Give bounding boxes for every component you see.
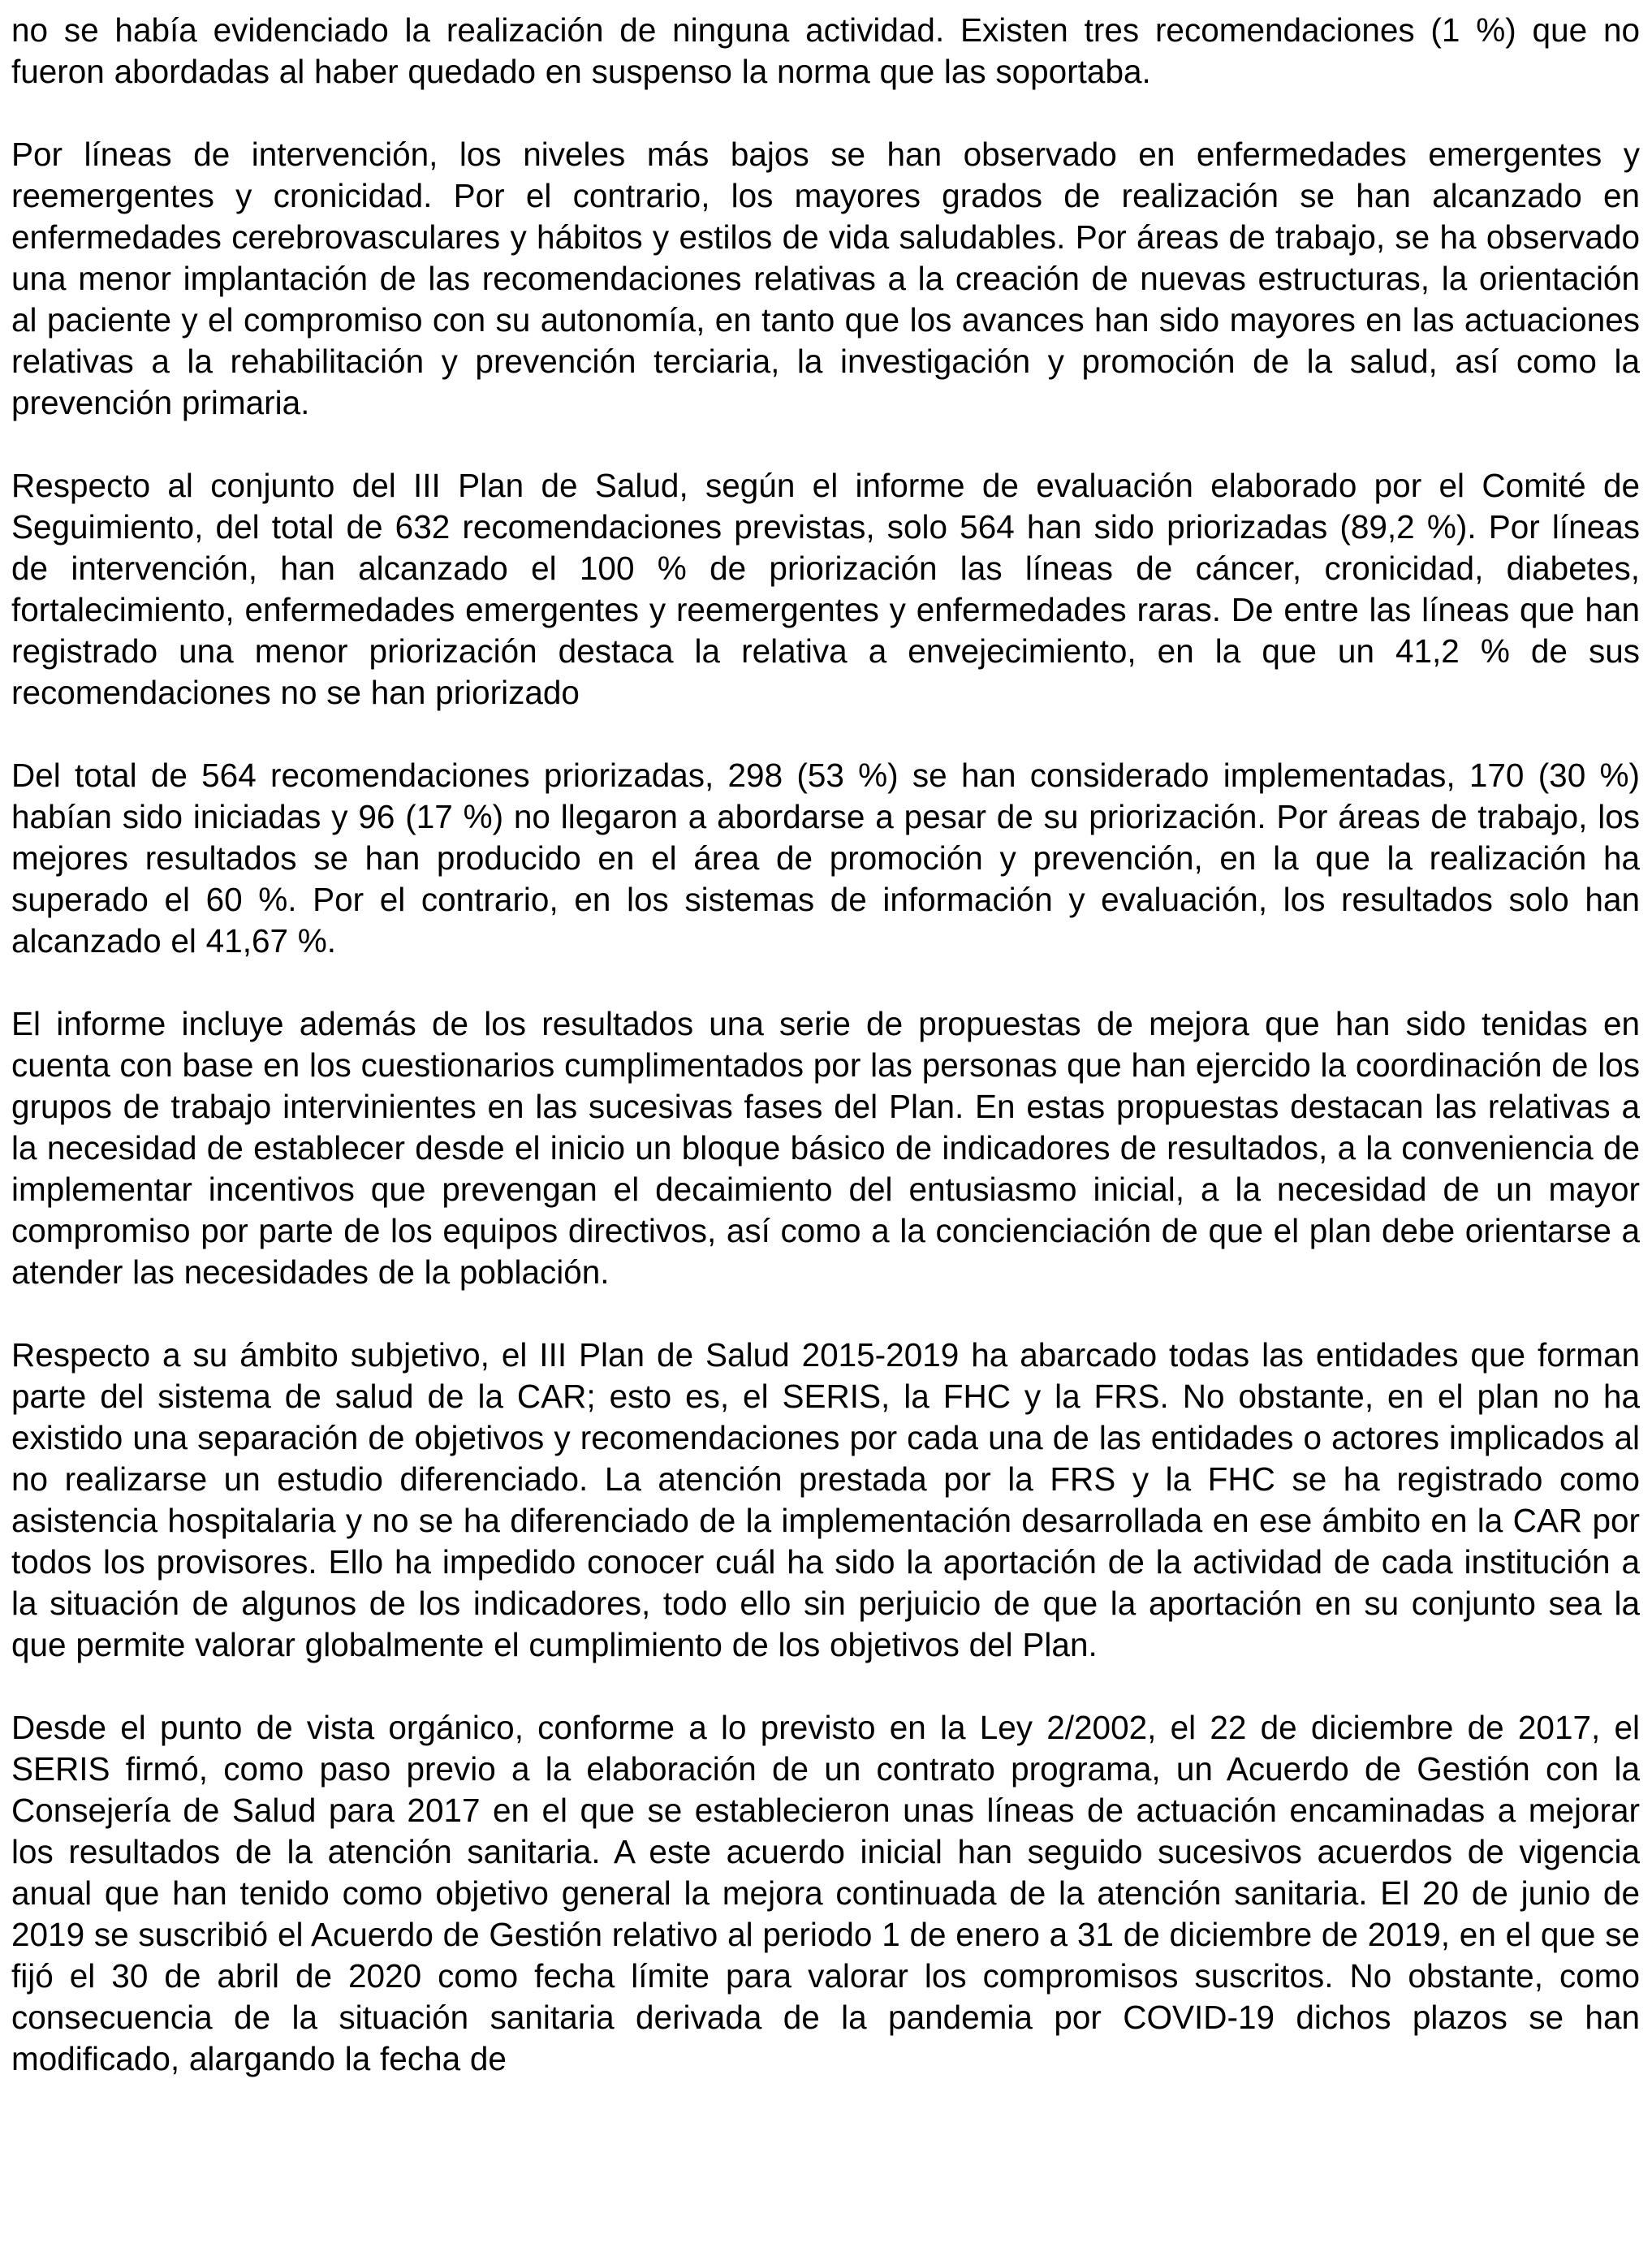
paragraph-intervention-lines: Por líneas de intervención, los niveles más bajos se han observado en enfermedades emergentes y reemergentes y cronicidad. Por el contrario, los mayores grados de realización se han alcanzado en enfermedades cerebrovasculares y hábitos y estilos de vida saludables. Por áreas de trabajo, se ha observado una menor implantación de las recomendaciones relativas a la creación de nuevas estructuras, la orientación al paciente y el compromiso con su autonomía, en tanto que los avances han sido mayores en las actuaciones relativas a la rehabilitación y prevención terciaria, la investigación y promoción de la salud, así como la prevención primaria. [11,136,1640,421]
paragraph-implementation-results: Del total de 564 recomendaciones priorizadas, 298 (53 %) se han considerado implementadas, 170 (30 %) habían sido iniciadas y 96 (17 %) no llegaron a abordarse a pesar de su priorización. Por áreas de trabajo, los mejores resultados se han producido en el área de promoción y prevención, en la que la realización ha superado el 60 %. Por el contrario, en los sistemas de información y evaluación, los resultados solo han alcanzado el 41,67 %. [11,757,1640,960]
paragraph-plan-prioritization: Respecto al conjunto del III Plan de Salud, según el informe de evaluación elaborado por el Comité de Seguimiento, del total de 632 recomendaciones previstas, solo 564 han sido priorizadas (89,2 %). Por líneas de intervención, han alcanzado el 100 % de priorización las líneas de cáncer, cronicidad, diabetes, fortalecimiento, enfermedades emergentes y reemergentes y enfermedades raras. De entre las líneas que han registrado una menor priorización destaca la relativa a envejecimiento, en la que un 41,2 % de sus recomendaciones no se han priorizado [11,467,1640,711]
paragraph-subjective-scope: Respecto a su ámbito subjetivo, el III Plan de Salud 2015-2019 ha abarcado todas las entidades que forman parte del sistema de salud de la CAR; esto es, el SERIS, la FHC y la FRS. No obstante, en el plan no ha existido una separación de objetivos y recomendaciones por cada una de las entidades o actores implicados al no realizarse un estudio diferenciado. La atención prestada por la FRS y la FHC se ha registrado como asistencia hospitalaria y no se ha diferenciado de la implementación desarrollada en ese ámbito en la CAR por todos los provisores. Ello ha impedido conocer cuál ha sido la aportación de la actividad de cada institución a la situación de algunos de los indicadores, todo ello sin perjuicio de que la aportación en su conjunto sea la que permite valorar globalmente el cumplimiento de los objetivos del Plan. [11,1336,1640,1663]
paragraph-improvement-proposals: El informe incluye además de los resultados una serie de propuestas de mejora que han sido tenidas en cuenta con base en los cuestionarios cumplimentados por las personas que han ejercido la coordinación de los grupos de trabajo intervinientes en las sucesivas fases del Plan. En estas propuestas destacan las relativas a la necesidad de establecer desde el inicio un bloque básico de indicadores de resultados, a la conveniencia de implementar incentivos que prevengan el decaimiento del entusiasmo inicial, a la necesidad de un mayor compromiso por parte de los equipos directivos, así como a la concienciación de que el plan debe orientarse a atender las necesidades de la población. [11,1005,1640,1291]
document-page [11,10,1640,2080]
paragraph-organic-perspective: Desde el punto de vista orgánico, conforme a lo previsto en la Ley 2/2002, el 22 de diciembre de 2017, el SERIS firmó, como paso previo a la elaboración de un contrato programa, un Acuerdo de Gestión con la Consejería de Salud para 2017 en el que se establecieron unas líneas de actuación encaminadas a mejorar los resultados de la atención sanitaria. A este acuerdo inicial han seguido sucesivos acuerdos de vigencia anual que han tenido como objetivo general la mejora continuada de la atención sanitaria. El 20 de junio de 2019 se suscribió el Acuerdo de Gestión relativo al periodo 1 de enero a 31 de diciembre de 2019, en el que se fijó el 30 de abril de 2020 como fecha límite para valorar los compromisos suscritos. No obstante, como consecuencia de la situación sanitaria derivada de la pandemia por COVID-19 dichos plazos se han modificado, alargando la fecha de [11,1709,1640,2077]
paragraph-activity-suspended: no se había evidenciado la realización de ninguna actividad. Existen tres recomendaciones (1 %) que no fueron abordadas al haber quedado en suspenso la norma que las soportaba. [11,11,1640,90]
